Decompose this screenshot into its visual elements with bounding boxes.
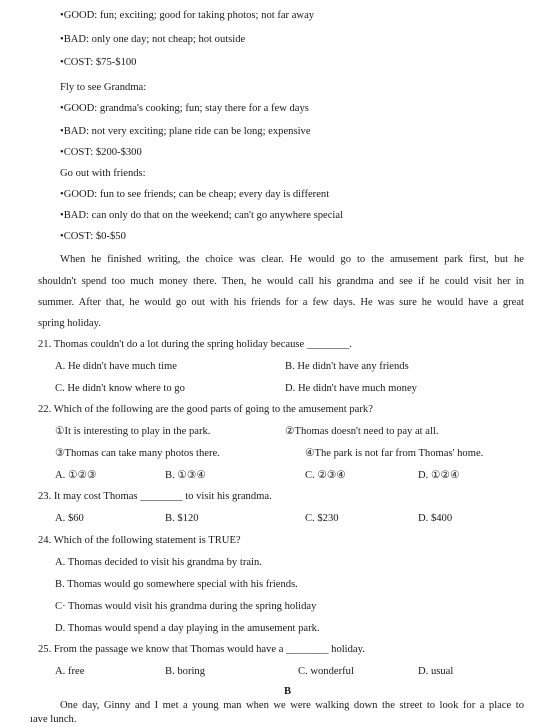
statement-3: ③Thomas can take many photos there. — [55, 448, 220, 459]
grandma-good: •GOOD: grandma's cooking; fun; stay there for a few days — [60, 103, 309, 114]
question-stem: 22. Which of the following are the good parts of going to the amusement park? — [38, 404, 373, 415]
friends-bad: •BAD: can only do that on the weekend; can't go anywhere special — [60, 210, 344, 221]
option-c: C. He didn't know where to go — [55, 383, 185, 394]
paragraph-line: shouldn't spend too much money there. Then, he would call his grandma and see if he could visit her in — [38, 276, 524, 287]
statement-1: ①It is interesting to play in the park. — [55, 426, 211, 437]
option-c: C. $230 — [305, 513, 339, 524]
paragraph-line: summer. After that, he would go out with his friends for a few days. He was sure he would have a great — [38, 297, 524, 308]
grandma-heading: Fly to see Grandma: — [60, 82, 147, 93]
option-d: D. Thomas would spend a day playing in the amusement park. — [55, 623, 320, 634]
park-cost: •COST: $75-$100 — [60, 57, 137, 68]
park-bad: •BAD: only one day; not cheap; hot outside — [60, 34, 246, 45]
option-b: B. boring — [165, 666, 206, 677]
option-b: B. Thomas would go somewhere special with his friends. — [55, 579, 298, 590]
option-a: A. $60 — [55, 513, 84, 524]
paragraph-line: When he finished writing, the choice was clear. He would go to the amusement park first, but he — [60, 254, 524, 265]
section-b-line: One day, Ginny and I met a young man when we were walking down the street to look for a place to — [60, 700, 524, 711]
option-b: B. He didn't have any friends — [285, 361, 409, 372]
option-a: A. ①②③ — [55, 470, 97, 481]
friends-good: •GOOD: fun to see friends; can be cheap; every day is different — [60, 189, 330, 200]
option-c: C. wonderful — [298, 666, 354, 677]
question-stem: 24. Which of the following statement is TRUE? — [38, 535, 241, 546]
friends-heading: Go out with friends: — [60, 168, 146, 179]
question-stem: 21. Thomas couldn't do a lot during the spring holiday because ________. — [38, 339, 352, 350]
section-heading: B — [284, 686, 292, 697]
option-c: C. ②③④ — [305, 470, 346, 481]
question-stem: 25. From the passage we know that Thomas would have a ________ holiday. — [38, 644, 365, 655]
option-b: B. $120 — [165, 513, 199, 524]
option-c: C· Thomas would visit his grandma during the spring holiday — [55, 601, 317, 612]
question-stem: 23. It may cost Thomas ________ to visit his grandma. — [38, 491, 272, 502]
statement-4: ④The park is not far from Thomas' home. — [305, 448, 484, 459]
friends-cost: •COST: $0-$50 — [60, 231, 126, 242]
option-a: A. He didn't have much time — [55, 361, 177, 372]
section-b-line-2: ıave lunch. — [30, 714, 77, 725]
grandma-bad: •BAD: not very exciting; plane ride can be long; expensive — [60, 126, 311, 137]
option-a: A. free — [55, 666, 85, 677]
grandma-cost: •COST: $200-$300 — [60, 147, 142, 158]
paragraph-line: spring holiday. — [38, 318, 101, 329]
option-d: D. $400 — [418, 513, 453, 524]
option-b: B. ①③④ — [165, 470, 206, 481]
statement-2: ②Thomas doesn't need to pay at all. — [285, 426, 439, 437]
option-d: D. ①②④ — [418, 470, 460, 481]
option-d: D. usual — [418, 666, 454, 677]
park-good: •GOOD: fun; exciting; good for taking photos; not far away — [60, 10, 315, 21]
option-d: D. He didn't have much money — [285, 383, 417, 394]
option-a: A. Thomas decided to visit his grandma by train. — [55, 557, 262, 568]
